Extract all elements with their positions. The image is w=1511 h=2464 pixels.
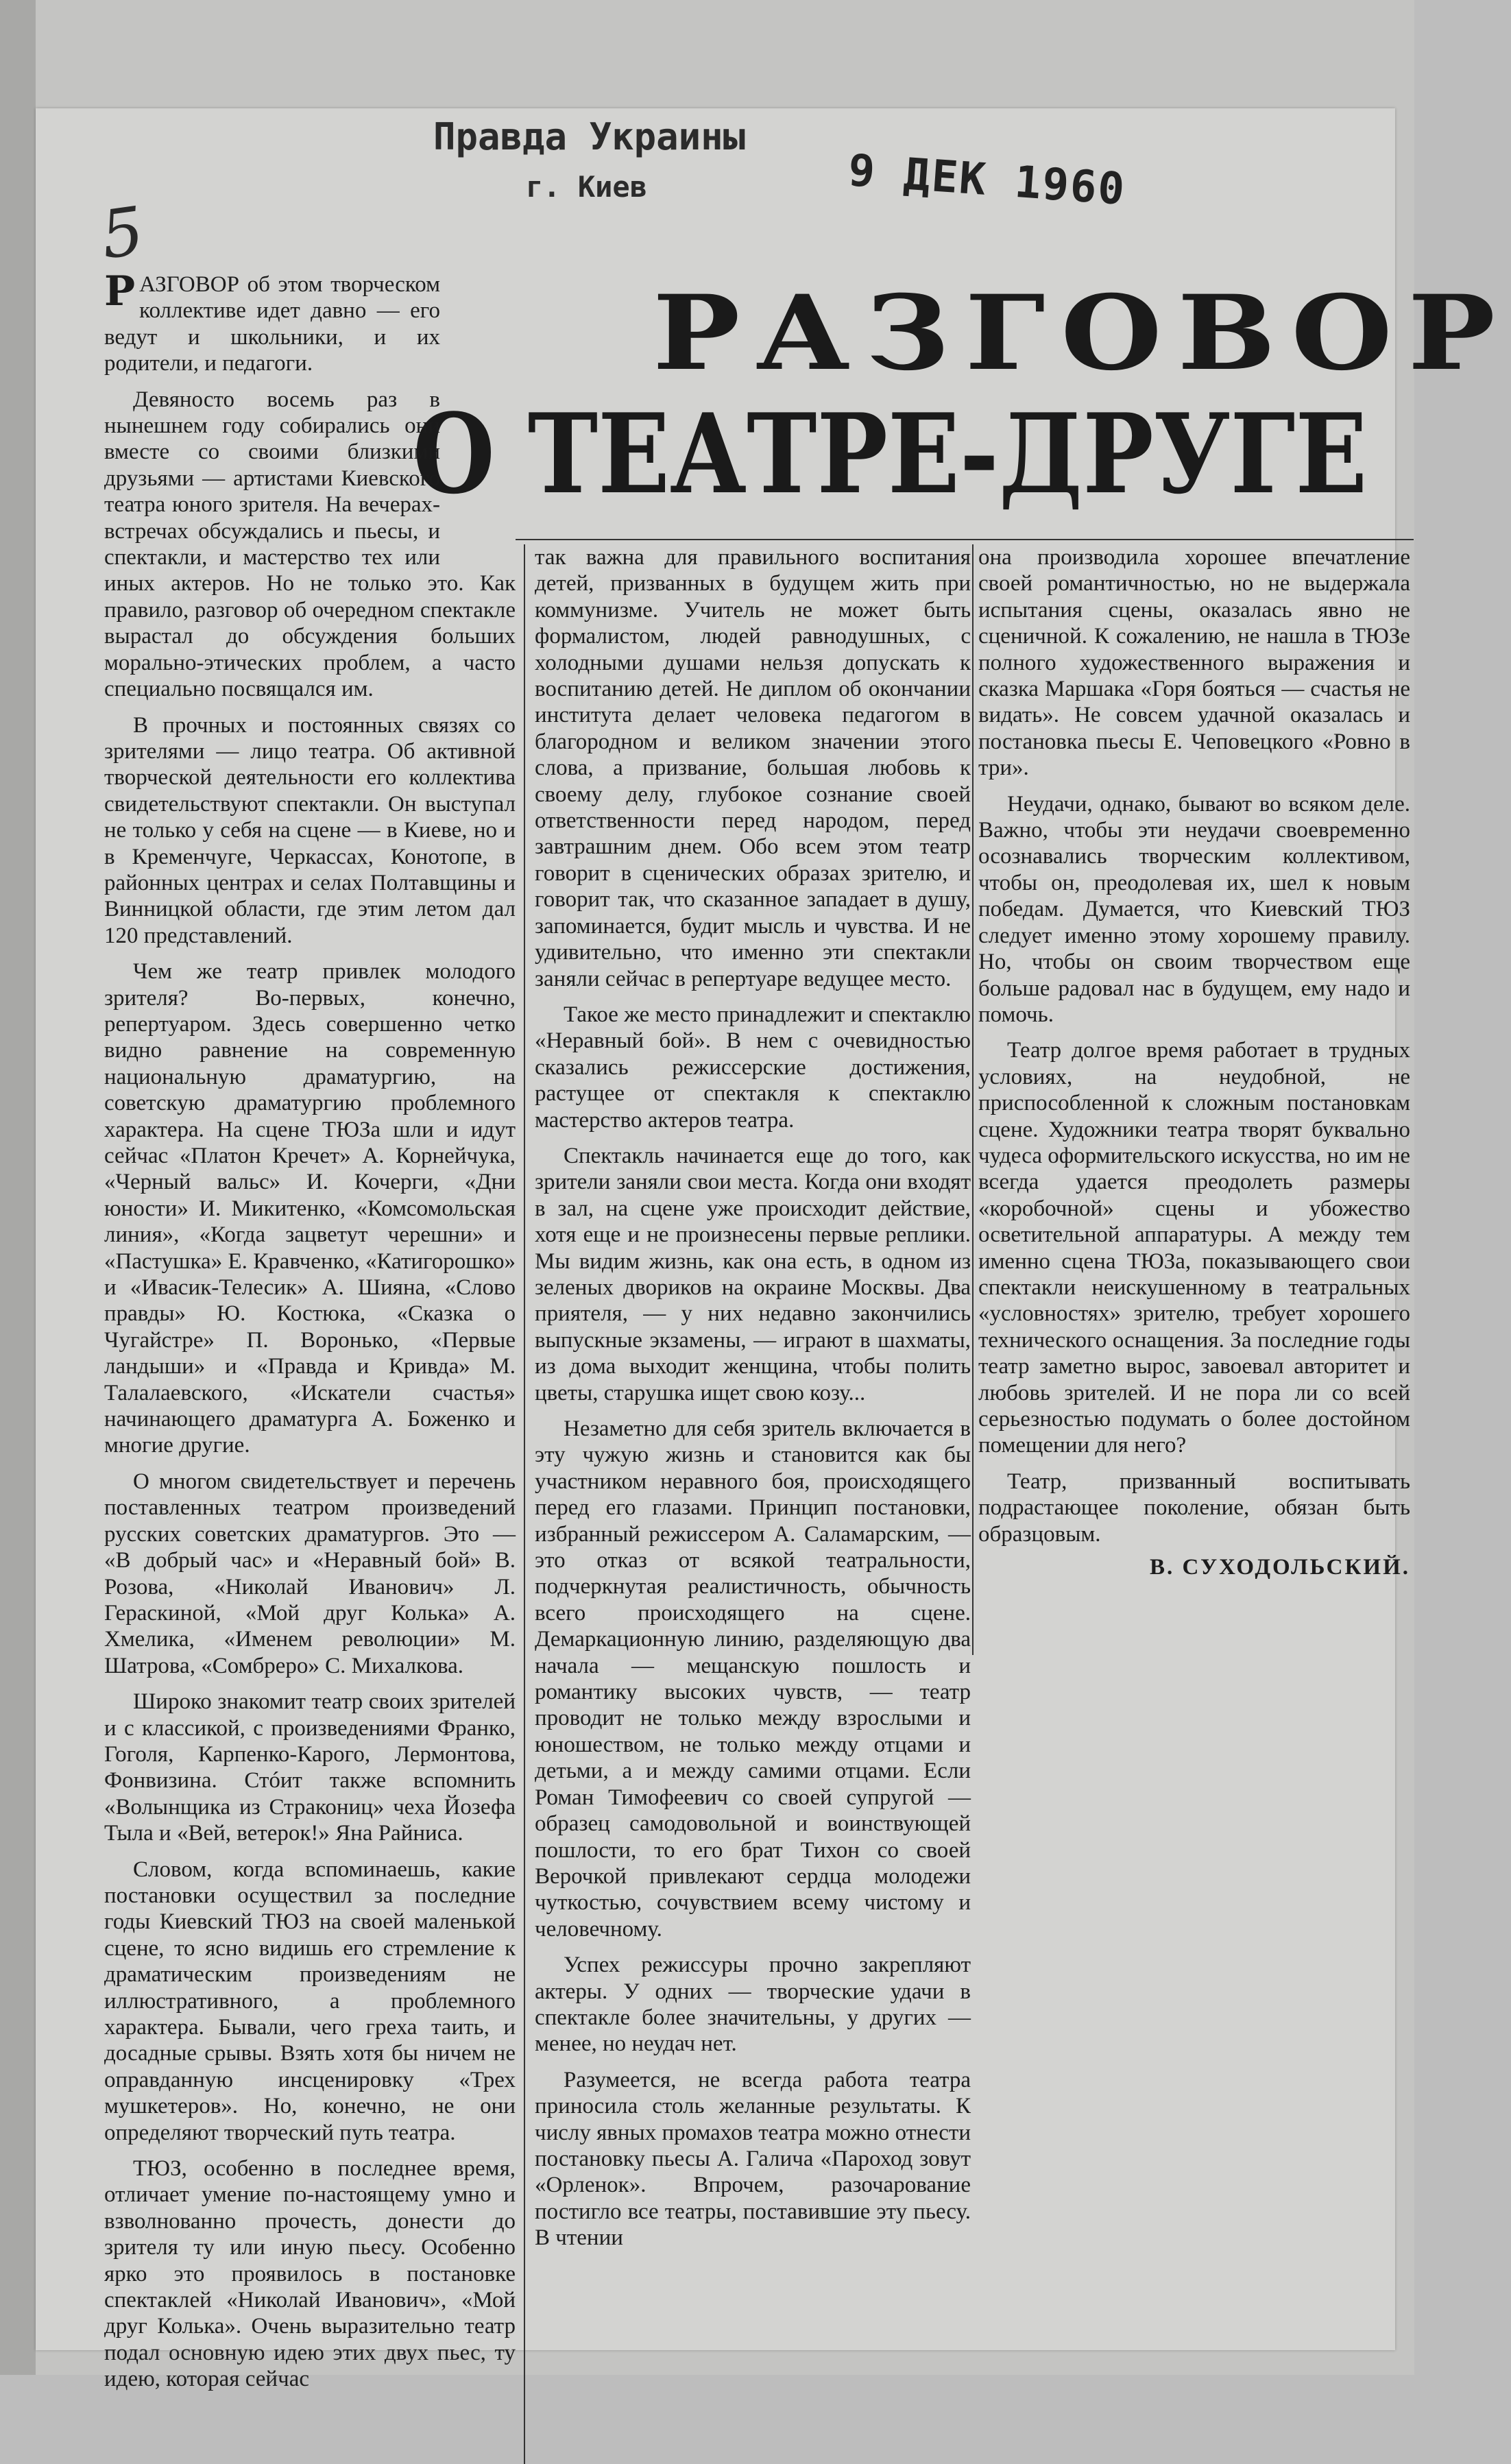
paragraph: так важна для правильного воспитания детей, призванных в будущем жить при коммунизме. Учитель не может быть формалистом, людей равнодушных, с холодными душами нельзя допускать к воспитанию детей. Не диплом об окончании института делает человека педагогом в благородном и великом значении этого слова, а призвание, большая любовь к своему делу, глубокое сознание своей ответственности перед народом, перед завтрашним днем. Обо всем этом театр говорит в сценических образах зрителю, и говорит так, что сказанное западает в душу, запоминается, будит мысль и чувства. И не удивительно, что именно эти спектакли заняли сейчас в репертуаре ведущее место. <box>535 545 971 991</box>
paragraph: Незаметно для себя зритель включается в эту чужую жизнь и становится как бы участником неравного боя, происходящего перед его глазами. Принцип постановки, избранный режиссером А. Саламарским, — это отказ от всякой театральности, подчеркнутая реалистичность, обычность всего происходящего на сцене. Демаркационную линию, разделяющую два начала — мещанскую пошлость и романтику высоких чувств, — театр проводит не только между взрослыми и юношеством, не только между отцами и детьми, а и между самими отцами. Если Роман Тимофеевич со своей супругой — образец самодовольной и воинствующей пошлости, то его брат Тихон со своей Верочкой привлекают сердца молодежи чуткостью, сочувствием всему чистому и человечному. <box>535 1416 971 1942</box>
divider-horizontal <box>516 539 1414 540</box>
paragraph: В прочных и постоянных связях со зрителями — лицо театра. Об активной творческой деятельности его коллектива свидетельствуют спектакли. Он выступал не только у себя на сцене — в Киеве, но и в Кременчуге, Черкассах, Конотопе, в районных центрах и селах Полтавщины и Винницкой области, где этим летом дал 120 представлений. <box>104 712 516 948</box>
drop-cap: Р <box>104 267 136 315</box>
newspaper-clipping <box>36 108 1511 2392</box>
paragraph: Девяносто восемь раз в нынешнем году собирались они вместе со своими близкими друзьями — артистами Киевского театра юного зрителя. На вечерах-встречах обсуждались и пьесы, и спектакли, и мастерство тех или иных актеров. Но не только это. Как правило, разговор об очередном спектакле вырастал до обсуждения больших морально-этических проблем, а часто специально посвящался им. <box>104 387 516 702</box>
paragraph: Такое же место принадлежит и спектаклю «Неравный бой». В нем с очевидностью сказались режиссерские достижения, растущее от спектакля к спектаклю мастерство актеров театра. <box>535 1002 971 1133</box>
article-column-1 <box>104 267 516 2392</box>
paragraph: она производила хорошее впечатление своей романтичностью, но не выдержала испытания сцены, оказалась явно не сценичной. К сожалению, не нашла в ТЮЗе полного художественного выражения и сказка Маршака «Горя бояться — счастья не видать». Не совсем удачной оказалась и постановка пьесы Е. Чеповецкого «Ровно в три». <box>978 545 1410 781</box>
article-column-3 <box>978 544 1410 1634</box>
headline-line-1: РАЗГОВОР <box>653 273 1511 394</box>
stamp-newspaper-name: Правда Украины <box>433 115 746 158</box>
paragraph: Успех режиссуры прочно закрепляют актеры. У одних — творческие удачи в спектакле более значительны, у других — менее, но неудач нет. <box>535 1953 971 2057</box>
paragraph: Широко знакомит театр своих зрителей и с классикой, с произведениями Франко, Гоголя, Карпенко-Карого, Лермонтова, Фонвизина. Стóит также вспомнить «Волынщика из Стракониц» чеха Йозефа Тыла и «Вей, ветерок!» Яна Райниса. <box>104 1689 516 1846</box>
article-column-2 <box>535 544 971 2450</box>
paragraph: О многом свидетельствует и перечень поставленных театром произведений русских советских драматургов. Это — «В добрый час» и «Неравный бой» В. Розова, «Николай Иванович» Л. Гераскиной, «Мой друг Колька» А. Хмелика, «Именем революции» М. Шатрова, «Сомбреро» С. Михалкова. <box>104 1469 516 1678</box>
paragraph: ТЮЗ, особенно в последнее время, отличает умение по-настоящему умно и взволнованно прочесть, донести до зрителя ту или иную пьесу. Особенно ярко это проявилось в постановке спектаклей «Николай Иванович», «Мой друг Колька». Очень выразительно театр подал основную идею этих двух пьес, ту идею, которая сейчас <box>104 2156 516 2392</box>
paragraph: Театр, призванный воспитывать подрастающее поколение, обязан быть образцовым. <box>978 1469 1410 1547</box>
paragraph: Спектакль начинается еще до того, как зрители заняли свои места. Когда они входят в зал, на сцене уже происходит действие, хотя еще и не произнесены первые реплики. Мы видим жизнь, как она есть, в одном из зеленых двориков на окраине Москвы. Два приятеля, — у них недавно закончились выпускные экзамены, — играют в шахматы, из дома выходит женщина, чтобы полить цветы, старушка ищет свою козу... <box>535 1143 971 1405</box>
paragraph: Чем же театр привлек молодого зрителя? Во-первых, конечно, репертуаром. Здесь совершенно четко видно равнение на современную национальную драматургию, на советскую драматургию проблемного характера. На сцене ТЮЗа шли и идут сейчас «Платон Кречет» А. Корнейчука, «Черный вальс» И. Кочерги, «Дни юности» И. Микитенко, «Комсомольская линия», «Когда зацветут черешни» и «Пастушка» Е. Кравченко, «Катигорошко» и «Ивасик-Телесик» А. Шияна, «Слово правды» Ю. Костюка, «Сказка о Чугайстре» П. Воронько, «Первые ландыши» и «Правда и Кривда» М. Талалаевского, «Искатели счастья» начинающего драматурга А. Боженко и многие другие. <box>104 959 516 1458</box>
paragraph: Театр долгое время работает в трудных условиях, на неудобной, не приспособленной к сложным постановкам сцене. Художники театра творят буквально чудеса оформительского искусства, но им не всегда удается преодолеть размеры «коробочной» сцены и убожество осветительной аппаратуры. А между тем именно сцена ТЮЗа, показывающего свои спектакли неискушенному в театральных «условностях» зрителю, требует хорошего технического оснащения. За последние годы театр заметно вырос, завоевал авторитет и любовь зрителей. И не пора ли со всей серьезностью подумать о более достойном помещении для него? <box>978 1038 1410 1458</box>
divider-column-2 <box>972 544 974 1655</box>
stamp-city: г. Киев <box>526 170 648 204</box>
paragraph: Разумеется, не всегда работа театра приносила столь желанные результаты. К числу явных промахов театра можно отнести постановку пьесы А. Галича «Пароход зовут «Орленок». Впрочем, разочарование постигло все театры, поставившие эту пьесу. В чтении <box>535 2067 971 2251</box>
paragraph: Неудачи, однако, бывают во всяком деле. Важно, чтобы эти неудачи своевременно осознавались творческим коллективом, чтобы он, преодолевая их, шел к новым победам. Думается, что Киевский ТЮЗ следует именно этому хорошему правилу. Но, чтобы он своим творчеством еще больше радовал нас в будущем, ему надо и помочь. <box>978 791 1410 1027</box>
paragraph: Словом, когда вспоминаешь, какие постановки осуществил за последние годы Киевский ТЮЗ на своей маленькой сцене, то ясно видишь его стремление к драматическим произведениям не иллюстративного, а проблемного характера. Бывали, чего греха таить, и досадные срывы. Взять хотя бы ничем не оправданную инсценировку «Трех мушкетеров». Но, конечно, не они определяют творческий путь театра. <box>104 1857 516 2145</box>
stamp-date: 9 ДЕК 1960 <box>846 145 1128 216</box>
divider-column-1 <box>524 544 525 2464</box>
handwritten-mark: 5 <box>96 192 149 274</box>
page-edge-left <box>0 0 36 2375</box>
headline-wrap-space <box>440 271 516 559</box>
author-signature: В. СУХОДОЛЬСКИЙ. <box>1150 1555 1410 1580</box>
headline-line-2: О ТЕАТРЕ-ДРУГЕ <box>413 389 1368 518</box>
paragraph-text: АЗГОВОР об этом творческом коллективе идет давно — его ведут и школьники, и их родители, и педагоги. <box>104 272 440 376</box>
